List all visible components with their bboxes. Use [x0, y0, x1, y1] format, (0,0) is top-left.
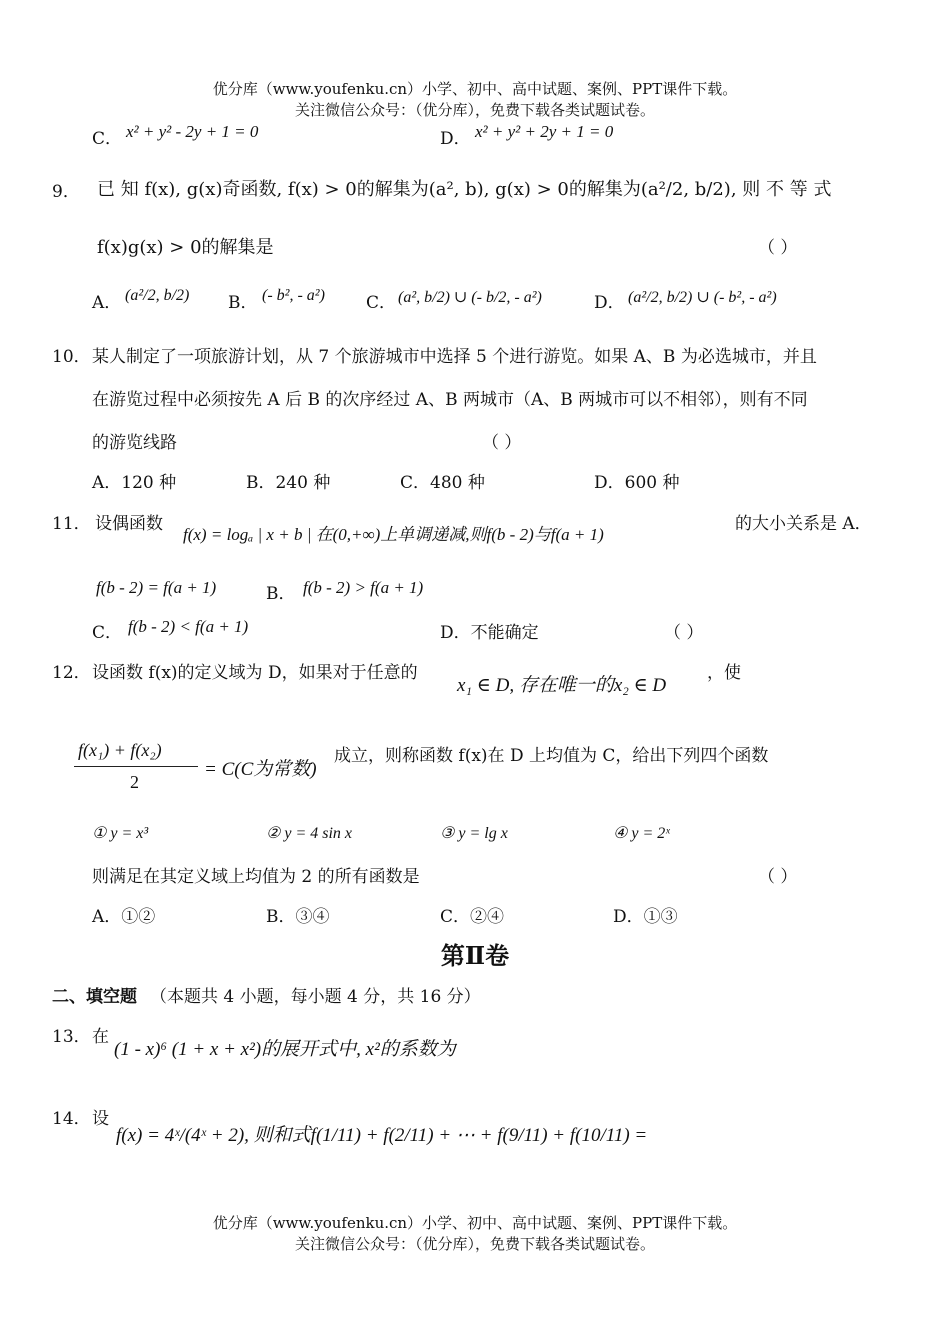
- q11-suffix: 的大小关系是 A．: [735, 514, 872, 534]
- q11-formula: f(x) = logₐ | x + b | 在(0,+∞)上单调递减,则f(b - 2)与f(a + 1): [183, 525, 604, 544]
- footer-line-2: 关注微信公众号：（优分库），免费下载各类试题试卷。: [294, 1235, 655, 1253]
- q9-stem-2: f(x)g(x) > 0的解集是: [97, 237, 274, 258]
- q10-answer-paren: （ ）: [482, 433, 522, 453]
- q12-line-2: 成立，则称函数 f(x)在 D 上均值为 C，给出下列四个函数: [334, 746, 769, 766]
- q9-option-d: (a²/2, b/2) ∪ (- b², - a²): [628, 289, 777, 306]
- q9-option-c-label: C．: [366, 293, 397, 313]
- header-line-1: 优分库（www.youfenku.cn）小学、初中、高中试题、案例、PPT课件下载。: [212, 80, 738, 98]
- q10-line-3: 的游览线路: [92, 433, 177, 453]
- q9-number: 9．: [52, 182, 80, 202]
- q11-option-b: f(b - 2) > f(a + 1): [303, 578, 424, 597]
- q8-option-d-label: D．: [440, 129, 471, 149]
- q9-option-a-label: A．: [92, 293, 122, 313]
- q9-stem: 已 知 f(x), g(x)奇函数, f(x) > 0的解集为(a², b), g(x) > 0的解集为(a²/2, b/2), 则 不 等 式: [97, 179, 832, 200]
- q9-answer-paren: （ ）: [758, 238, 798, 258]
- q12-option-d: D．①③: [613, 907, 678, 927]
- q12-option-b: B．③④: [266, 907, 330, 927]
- q11-option-d: D．不能确定: [440, 623, 539, 643]
- q11-option-c: f(b - 2) < f(a + 1): [128, 617, 249, 636]
- q14-formula: f(x) = 4ˣ/(4ˣ + 2), 则和式f(1/11) + f(2/11) + ⋯ + f(9/11) + f(10/11) =: [116, 1125, 648, 1146]
- q12-answer-paren: （ ）: [758, 867, 798, 887]
- q14-number: 14．: [52, 1109, 91, 1129]
- q12-line-1b: x₁ ∈ D, 存在唯一的x₂ ∈ D: [457, 675, 667, 696]
- q12-function-1: ① y = x³: [92, 825, 149, 842]
- q12-fraction-numerator: f(x₁) + f(x₂): [78, 740, 162, 760]
- q8-option-c-label: C．: [92, 129, 123, 149]
- q9-option-d-label: D．: [594, 293, 625, 313]
- q13-formula: (1 - x)⁶ (1 + x + x²)的展开式中, x²的系数为: [114, 1039, 456, 1060]
- q12-line-3: 则满足在其定义域上均值为 2 的所有函数是: [92, 867, 420, 887]
- q10-option-a: A．120 种: [92, 473, 177, 493]
- q10-option-d: D．600 种: [594, 473, 680, 493]
- q10-line-1: 某人制定了一项旅游计划，从 7 个旅游城市中选择 5 个进行游览。如果 A、B 为必选城市，并且: [92, 347, 817, 367]
- q11-number: 11．: [52, 514, 91, 534]
- header-line-2: 关注微信公众号：（优分库），免费下载各类试题试卷。: [294, 101, 655, 119]
- q14-prefix: 设: [92, 1109, 109, 1129]
- q13-prefix: 在: [92, 1027, 109, 1047]
- q11-answer-paren: （ ）: [664, 623, 704, 643]
- q10-option-b: B．240 种: [246, 473, 331, 493]
- footer-line-1: 优分库（www.youfenku.cn）小学、初中、高中试题、案例、PPT课件下载。: [212, 1214, 738, 1232]
- q8-option-d: x² + y² + 2y + 1 = 0: [475, 122, 614, 141]
- q12-option-c: C．②④: [440, 907, 505, 927]
- q12-number: 12．: [52, 663, 91, 683]
- q12-fraction-denominator: 2: [130, 772, 139, 792]
- q12-fraction-rhs: = C(C为常数): [204, 759, 317, 780]
- section-2-note: （本题共 4 小题，每小题 4 分，共 16 分）: [150, 987, 481, 1007]
- q10-option-c: C．480 种: [400, 473, 485, 493]
- section-2-title: 二、填空题: [52, 987, 137, 1007]
- q12-function-3: ③ y = lg x: [440, 825, 508, 842]
- q12-function-4: ④ y = 2ˣ: [613, 825, 670, 842]
- q13-number: 13．: [52, 1027, 91, 1047]
- q11-option-c-label: C．: [92, 623, 123, 643]
- q12-fraction-bar: [74, 766, 198, 767]
- part-2-title: 第Ⅱ卷: [440, 941, 510, 970]
- q11-option-b-label: B．: [266, 584, 296, 604]
- q9-option-c: (a², b/2) ∪ (- b/2, - a²): [398, 289, 542, 306]
- q11-option-a: f(b - 2) = f(a + 1): [96, 578, 217, 597]
- q12-line-1a: 设函数 f(x)的定义域为 D，如果对于任意的: [92, 663, 418, 683]
- q10-line-2: 在游览过程中必须按先 A 后 B 的次序经过 A、B 两城市（A、B 两城市可以不相邻），则有不同: [92, 390, 808, 410]
- q12-function-2: ② y = 4 sin x: [266, 825, 353, 842]
- q9-option-b: (- b², - a²): [262, 287, 325, 304]
- q11-prefix: 设偶函数: [95, 514, 163, 534]
- q9-option-b-label: B．: [228, 293, 258, 313]
- q10-number: 10．: [52, 347, 91, 367]
- q12-line-1c: ，使: [707, 663, 741, 683]
- q9-option-a: (a²/2, b/2): [125, 287, 190, 304]
- q8-option-c: x² + y² - 2y + 1 = 0: [126, 122, 259, 141]
- q12-option-a: A．①②: [92, 907, 156, 927]
